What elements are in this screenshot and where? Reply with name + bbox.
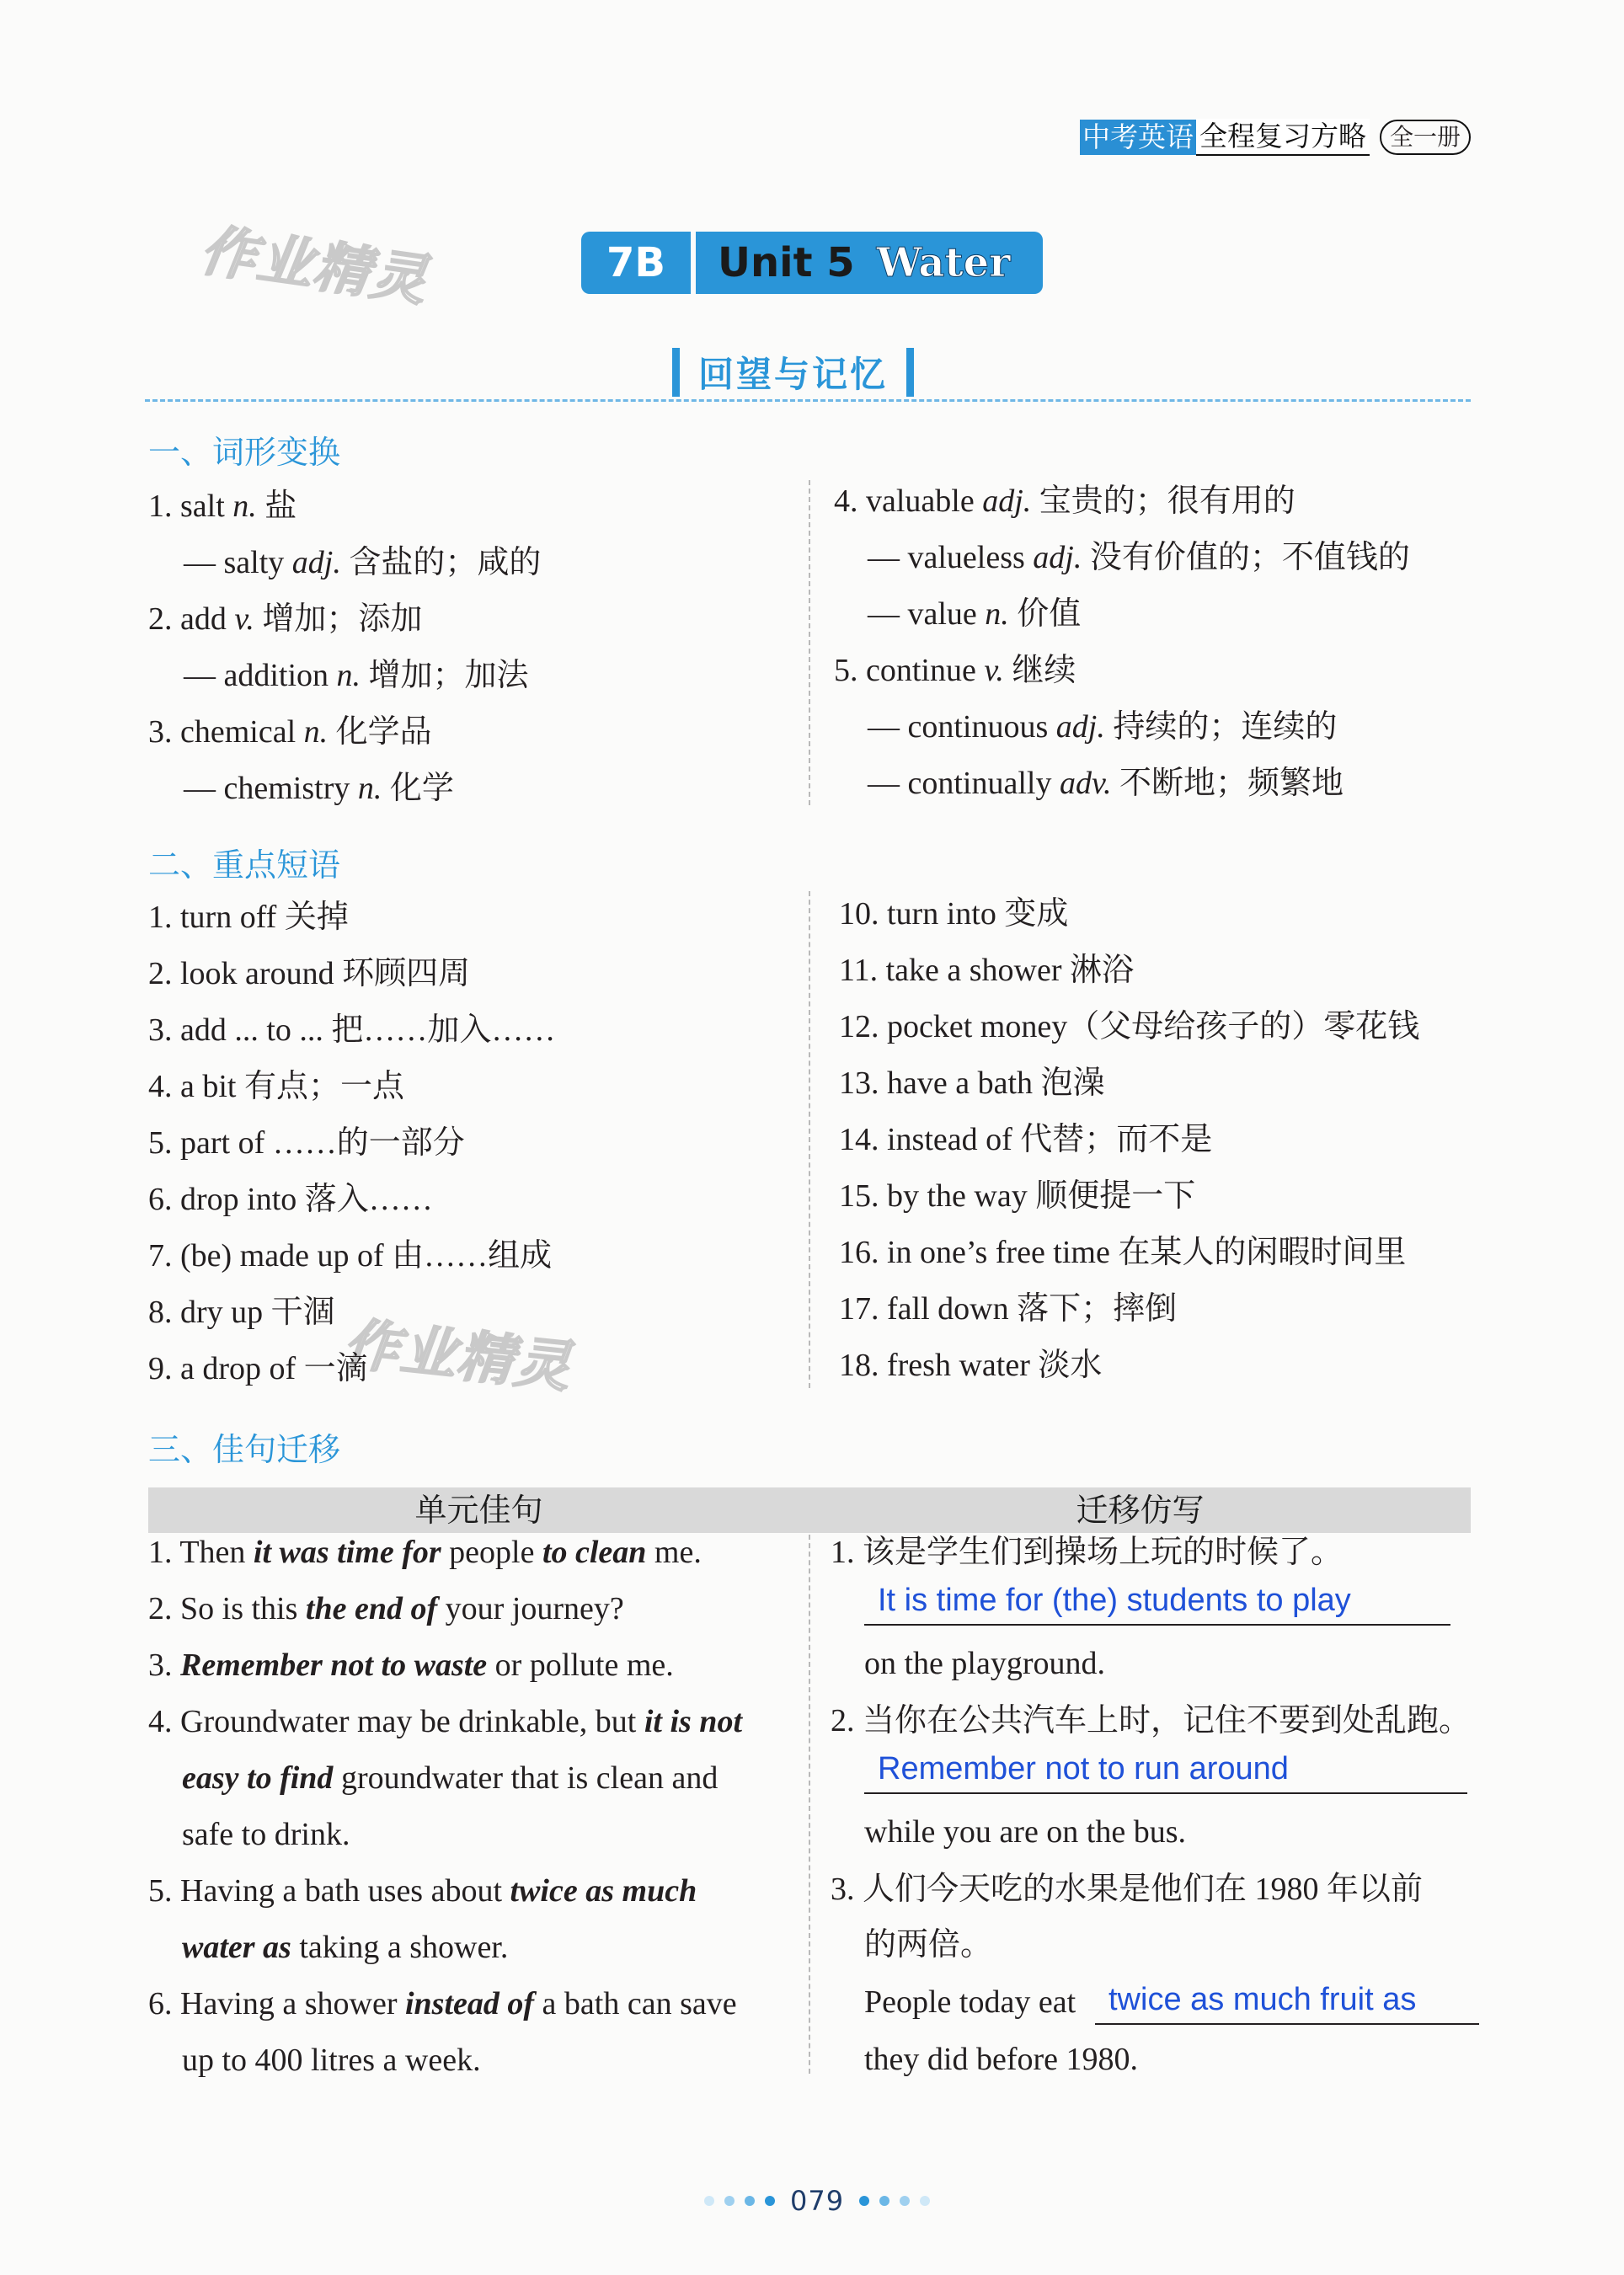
imitation-q3: 3. 人们今天吃的水果是他们在 1980 年以前 bbox=[831, 1872, 1424, 1907]
phrase-row: 5. part of ……的一部分 bbox=[148, 1125, 465, 1161]
imitation-q1-tail: on the playground. bbox=[864, 1646, 1106, 1681]
word-zh: 增加；添加 bbox=[254, 601, 423, 637]
unit-sentence-line bbox=[148, 1701, 742, 1743]
word-en: — continually bbox=[868, 766, 1060, 801]
part-of-speech: adv. bbox=[1059, 766, 1112, 801]
word-form-row bbox=[834, 480, 1295, 522]
key-expression: water as bbox=[182, 1930, 291, 1965]
footer-dot bbox=[745, 2196, 755, 2206]
word-form-row bbox=[868, 706, 1337, 748]
imitation-q2-tail: while you are on the bus. bbox=[864, 1814, 1187, 1850]
phrase-row: 18. fresh water 淡水 bbox=[839, 1348, 1103, 1383]
key-expression: it was time for bbox=[253, 1535, 441, 1570]
answer-blank-1: It is time for (the) students to play bbox=[864, 1580, 1450, 1626]
key-expression: Remember not to waste bbox=[180, 1648, 488, 1683]
phrase-row: 2. look around 环顾四周 bbox=[148, 956, 471, 991]
key-expression: the end of bbox=[305, 1591, 438, 1626]
word-form-row bbox=[834, 649, 1076, 692]
grade-tag: 7B bbox=[581, 232, 691, 294]
word-en: — valueless bbox=[868, 540, 1034, 575]
word-zh: 增加；加法 bbox=[361, 658, 529, 693]
sentence-text: 5. Having a bath uses about bbox=[148, 1873, 510, 1909]
footer-dot bbox=[920, 2196, 930, 2206]
footer-dot bbox=[765, 2196, 775, 2206]
part-of-speech: n. bbox=[985, 596, 1009, 632]
unit-sentence-line bbox=[148, 1531, 702, 1573]
sentence-text: 1. Then bbox=[148, 1535, 254, 1570]
sentence-text: or pollute me. bbox=[487, 1648, 674, 1683]
series-name-blue: 中考英语 bbox=[1080, 120, 1196, 155]
word-form-row bbox=[184, 654, 529, 697]
unit-sentence-line bbox=[148, 1983, 737, 2025]
heading-bar-left bbox=[672, 348, 680, 397]
word-zh: 盐 bbox=[256, 489, 297, 524]
watermark-logo: 作业精灵 bbox=[196, 217, 433, 314]
imitation-q1: 1. 该是学生们到操场上玩的时候了。 bbox=[831, 1535, 1344, 1570]
unit-sentence-line bbox=[148, 1870, 697, 1912]
col-head-imitation: 迁移仿写 bbox=[1076, 1492, 1205, 1529]
section-heading bbox=[672, 347, 914, 398]
word-en: — addition bbox=[184, 658, 337, 693]
page-footer bbox=[699, 2185, 935, 2217]
phrase-row: 7. (be) made up of 由……组成 bbox=[148, 1238, 553, 1274]
key-expression: to clean bbox=[542, 1535, 647, 1570]
word-en: 1. salt bbox=[148, 489, 233, 524]
section-title: 回望与记忆 bbox=[698, 354, 889, 395]
footer-dot bbox=[704, 2196, 714, 2206]
word-form-row bbox=[148, 485, 296, 527]
series-name-dark: 全程复习方略 bbox=[1196, 119, 1370, 156]
sentence-text: 2. So is this bbox=[148, 1591, 306, 1626]
word-zh: 继续 bbox=[1003, 653, 1076, 688]
word-form-row bbox=[184, 542, 541, 584]
word-form-row bbox=[868, 537, 1410, 579]
word-en: — chemistry bbox=[184, 771, 358, 806]
part-of-speech: n. bbox=[232, 489, 257, 524]
word-zh: 化学品 bbox=[328, 714, 432, 750]
page-number: 079 bbox=[790, 2185, 845, 2217]
unit-title-banner bbox=[581, 232, 1043, 294]
part-of-speech: v. bbox=[234, 601, 254, 637]
phrase-row: 15. by the way 顺便提一下 bbox=[839, 1178, 1196, 1214]
answer-blank-3: twice as much fruit as bbox=[1095, 1979, 1479, 2025]
key-expression: easy to find bbox=[182, 1760, 334, 1796]
answer-blank-2: Remember not to run around bbox=[864, 1749, 1467, 1794]
word-zh: 持续的；连续的 bbox=[1104, 709, 1338, 745]
part-of-speech: n. bbox=[357, 771, 382, 806]
word-form-row bbox=[868, 762, 1344, 804]
section-divider bbox=[145, 399, 1471, 402]
phrase-row: 17. fall down 落下；摔倒 bbox=[839, 1291, 1178, 1327]
sentence-text: people bbox=[441, 1535, 542, 1570]
word-form-row bbox=[148, 711, 432, 753]
imitation-q2: 2. 当你在公共汽车上时，记住不要到处乱跑。 bbox=[831, 1703, 1472, 1738]
footer-dot bbox=[879, 2196, 889, 2206]
column-divider bbox=[809, 1535, 810, 2074]
phrase-row: 16. in one’s free time 在某人的闲暇时间里 bbox=[839, 1235, 1407, 1270]
phrase-row: 11. take a shower 淋浴 bbox=[839, 953, 1134, 988]
word-zh: 不断地；频繁地 bbox=[1111, 766, 1344, 801]
imitation-q3-cont: 的两倍。 bbox=[864, 1927, 993, 1963]
sentence-table-header bbox=[148, 1487, 1471, 1533]
imitation-q3-tail: they did before 1980. bbox=[864, 2042, 1139, 2077]
part-of-speech: adj. bbox=[1033, 540, 1082, 575]
unit-number: Unit 5 bbox=[718, 239, 855, 286]
part-of-speech: adj. bbox=[291, 545, 341, 580]
volume-badge: 全一册 bbox=[1380, 120, 1471, 155]
footer-dot bbox=[859, 2196, 869, 2206]
phrase-row: 8. dry up 干涸 bbox=[148, 1295, 335, 1330]
word-zh: 宝贵的；很有用的 bbox=[1031, 483, 1295, 519]
watermark-logo: 作业精灵 bbox=[340, 1311, 575, 1400]
phrase-row: 10. turn into 变成 bbox=[839, 896, 1069, 932]
unit-name bbox=[696, 232, 1043, 294]
word-zh: 化学 bbox=[382, 771, 454, 806]
footer-dot bbox=[900, 2196, 910, 2206]
sentence-text: your journey? bbox=[437, 1591, 624, 1626]
part-of-speech: n. bbox=[303, 714, 329, 750]
phrase-row: 4. a bit 有点；一点 bbox=[148, 1069, 404, 1104]
imitation-q3-lead: People today eat bbox=[864, 1984, 1076, 2020]
key-expression: instead of bbox=[404, 1986, 535, 2021]
sentence-text: taking a shower. bbox=[291, 1930, 509, 1965]
word-form-row bbox=[148, 598, 422, 640]
word-zh: 价值 bbox=[1008, 596, 1082, 632]
part-of-speech: n. bbox=[336, 658, 361, 693]
word-form-row bbox=[184, 767, 454, 809]
heading-bar-right bbox=[906, 348, 914, 397]
word-en: 2. add bbox=[148, 601, 235, 637]
part2-title: 二、重点短语 bbox=[148, 846, 341, 884]
part3-title: 三、佳句迁移 bbox=[148, 1431, 341, 1468]
phrase-row: 13. have a bath 泡澡 bbox=[839, 1065, 1105, 1101]
col-head-unit-sentences: 单元佳句 bbox=[414, 1492, 543, 1529]
part1-title: 一、词形变换 bbox=[148, 434, 341, 471]
sentence-text: 6. Having a shower bbox=[148, 1986, 405, 2021]
key-expression: it is not bbox=[644, 1704, 742, 1739]
word-zh: 含盐的；咸的 bbox=[340, 545, 542, 580]
unit-sentence-line bbox=[148, 1644, 674, 1686]
unit-topic: Water bbox=[876, 239, 1011, 286]
word-form-row bbox=[868, 593, 1081, 635]
part-of-speech: adj. bbox=[982, 483, 1032, 519]
column-divider bbox=[809, 891, 810, 1388]
sentence-text: up to 400 litres a week. bbox=[182, 2043, 481, 2078]
sentence-text: 3. bbox=[148, 1648, 180, 1683]
phrase-row: 6. drop into 落入…… bbox=[148, 1182, 433, 1217]
word-en: — continuous bbox=[868, 709, 1056, 745]
unit-sentence-line bbox=[182, 2039, 481, 2081]
phrase-row: 1. turn off 关掉 bbox=[148, 900, 349, 935]
word-zh: 没有价值的；不值钱的 bbox=[1082, 540, 1410, 575]
word-en: 4. valuable bbox=[834, 483, 983, 519]
word-en: — salty bbox=[184, 545, 292, 580]
unit-sentence-line bbox=[148, 1588, 624, 1630]
unit-sentence-line bbox=[182, 1813, 350, 1856]
part-of-speech: adj. bbox=[1055, 709, 1105, 745]
phrase-row: 3. add ... to ... 把……加入…… bbox=[148, 1012, 556, 1048]
unit-sentence-line bbox=[182, 1926, 508, 1968]
word-en: — value bbox=[868, 596, 986, 632]
phrase-row: 12. pocket money（父母给孩子的）零花钱 bbox=[839, 1009, 1420, 1044]
phrase-row: 14. instead of 代替；而不是 bbox=[839, 1122, 1213, 1157]
word-en: 5. continue bbox=[834, 653, 985, 688]
phrase-row: 9. a drop of 一滴 bbox=[148, 1351, 368, 1386]
sentence-text: 4. Groundwater may be drinkable, but bbox=[148, 1704, 644, 1739]
series-header bbox=[1080, 118, 1471, 157]
column-divider bbox=[809, 480, 810, 805]
word-en: 3. chemical bbox=[148, 714, 304, 750]
sentence-text: a bath can save bbox=[534, 1986, 737, 2021]
sentence-text: safe to drink. bbox=[182, 1817, 350, 1852]
unit-sentence-line bbox=[182, 1757, 718, 1799]
sentence-text: groundwater that is clean and bbox=[333, 1760, 719, 1796]
footer-dot bbox=[724, 2196, 735, 2206]
sentence-text: me. bbox=[646, 1535, 702, 1570]
key-expression: twice as much bbox=[510, 1873, 697, 1909]
part-of-speech: v. bbox=[984, 653, 1004, 688]
